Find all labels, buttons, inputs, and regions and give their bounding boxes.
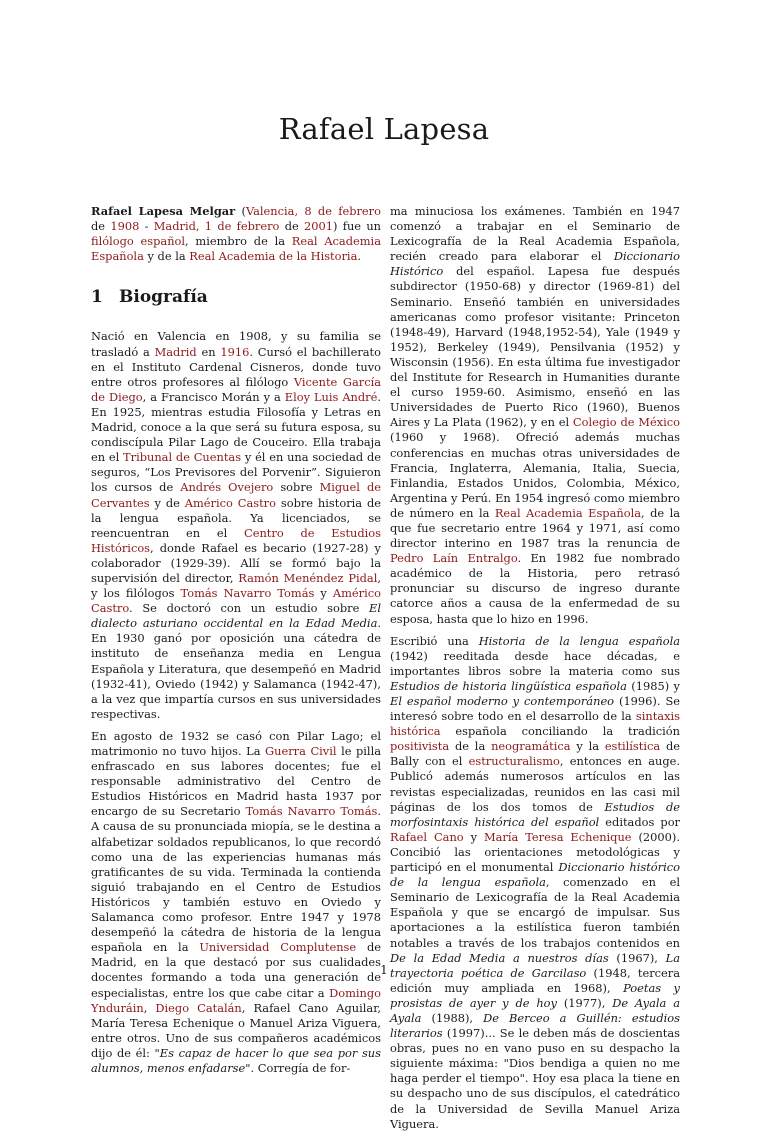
text-run: y de la [143,249,190,264]
text-run: (1997)... Se le deben más de doscientas obras, pues no en vano puso en su despacho la siguiente máxima: "Dios bendiga a quien no me haga perder el tiempo". Hoy esa placa la tiene en su despacho uno de sus discípulos, el catedrático de la Universidad de Sevilla Manuel Ariza Viguera. [390,1026,680,1131]
wiki-link[interactable]: Tomás Navarro Tomás [245,804,378,819]
text-run: y [463,829,484,844]
text-run: ( [235,204,246,218]
bio-paragraph-1 [91,329,381,721]
wiki-link[interactable]: Guerra Civil [265,744,337,758]
wiki-link[interactable]: María Teresa Echenique [483,829,632,844]
text-run: , comenzado en el Seminario de Lexicografía de la Real Academia Española y que se encargó de impulsar. Sus aportaciones a la estilística fueron también notables a través de los trabajos contenidos en [390,875,680,950]
wiki-link[interactable]: Andrés Ovejero [180,480,274,495]
text-run: ". Corregía de for- [245,1060,351,1075]
wiki-link[interactable]: 2001 [304,219,334,234]
wiki-link[interactable]: Pedro Laín Entralgo [390,551,518,566]
text-run: de Madrid, en la que destacó por sus cualidades docentes formando a toda una generación de especialistas, entre los que cabe citar a [91,940,381,1000]
wiki-link[interactable]: estilística [604,739,661,754]
text-run: y de [149,495,185,510]
wiki-link[interactable]: filólogo español [91,234,186,249]
right-column [390,204,680,1139]
italic-text: De la Edad Media a nuestros días [390,950,609,965]
text-run: . En 1925, mientras estudia Filosofía y Letras en Madrid, conoce a la que será su futura esposa, su condiscípula Pilar Lago de Couceiro. Ella trabaja en el [91,389,381,465]
wiki-link[interactable]: Ramón Menéndez Pidal [238,570,378,585]
wiki-link[interactable]: Colegio de México [572,415,680,430]
text-run: . Se doctoró con un estudio sobre [129,601,370,616]
wiki-link[interactable]: sintaxis histórica [390,709,680,739]
text-run: (1988), [421,1010,484,1025]
page-title: Rafael Lapesa [278,112,490,146]
wiki-link[interactable]: estructuralismo [468,754,560,769]
text-run: Nació en Valencia en 1908, y su familia se trasladó a [91,329,381,359]
wiki-link[interactable]: Real Academia Española [494,505,642,520]
text-run: (1942) reeditada desde hace décadas, e importantes libros sobre la materia como sus [390,648,680,678]
text-run: , entonces en auge. Publicó además numerosos artículos en las revistas especializadas, reunidos en las casi mil páginas de los dos tomos de [390,754,680,814]
text-run: . En 1930 ganó por oposición una cátedra de instituto de enseñanza media en Lengua Española y Literatura, que desempeñó en Madrid (1932-41), Oviedo (1942) y Salamanca (1942-47), a la vez que impartía cursos en sus universidades respectivas. [91,616,381,721]
text-run: del español. Lapesa fue después subdirector (1950-68) y director (1969-81) del Seminario. Enseñó también en universidades americanas como profesor visitante: Princeton (1948-49), Harvard (1948,1952-54), Yale (1949 y 1952), Berkeley (1949), Pensilvania (1952) y Wisconsin (1956). En esta última fue investigador del Institute for Research in Humanities durante el curso 1959-60. Asimismo, enseñó en las Universidades de Puerto Rico (1960), Buenos Aires y La Plata (1962), y en el [390,264,680,430]
text-run: (1996). Se interesó sobre todo en el desarrollo de la [390,694,680,724]
wiki-link[interactable]: Américo Castro [184,495,276,510]
wiki-link[interactable]: Rafael Cano [390,829,464,844]
wiki-link[interactable]: Madrid, 1 de febrero [153,219,280,234]
text-run: y la [570,739,605,754]
wiki-link[interactable]: Madrid [154,344,197,359]
wiki-link[interactable]: neogramática [491,739,571,754]
text-run: y él en una sociedad de seguros, “Los Previsores del Porvenir”. Siguieron los cursos de [91,450,381,495]
section-number: 1 [91,287,103,308]
italic-text: Diccionario histórico de la lengua española [390,860,680,890]
text-run: sobre [273,480,320,495]
italic-text: La trayectoria poética de Garcilaso [390,950,680,980]
text-run: de [279,219,305,234]
wiki-link[interactable]: Real Academia de la Historia [189,249,358,264]
bold-text: Rafael Lapesa Melgar [91,204,236,218]
italic-text: Diccionario Histórico [390,249,680,279]
wiki-link[interactable]: 1916 [220,344,250,359]
italic-text: El dialecto asturiano occidental en la Edad Media [91,601,381,631]
intro-paragraph [91,204,381,264]
wiki-link[interactable]: Vicente García de Diego [91,374,382,404]
italic-text: De Berceo a Guillén: estudios literarios [390,1010,680,1041]
left-column [91,204,381,1083]
wiki-link[interactable]: Diego Catalán [155,1000,242,1015]
text-run: ma minuciosa los exámenes. También en 1947 comenzó a trabajar en el Seminario de Lexicografía de la Real Academia Española, recién creado para elaborar el [390,204,680,264]
wiki-link[interactable]: Tomás Navarro Tomás [180,586,315,601]
text-run: , y los filólogos [91,570,381,601]
bio-paragraph-2-continued [390,204,680,627]
text-run: (1948, tercera edición muy ampliada en 1968), [390,965,680,995]
italic-text: Estudios de historia lingüística española [390,678,627,693]
text-run: - [139,219,154,234]
text-run: de [91,219,111,234]
italic-text: Poetas y prosistas de ayer y de hoy [390,980,680,1010]
text-run: Escribió una [390,633,479,648]
text-run: (1960 y 1968). Ofreció además muchas conferencias en muchas otras universidades de Francia, Inglaterra, Alemania, Italia, Suecia, Finlandia, Estados Unidos, Colombia, México, Argentina y Perú. En 1954 ingresó como miembro de número en la [390,430,680,520]
text-run: , Rafael Cano Aguilar, María Teresa Echenique o Manuel Ariza Viguera, entre otros. Uno de sus compañeros académicos dijo de él: " [91,1000,382,1060]
wiki-link[interactable]: 1908 [110,219,140,234]
text-run: . [357,249,361,264]
italic-text: Historia de la lengua española [478,633,681,648]
wiki-link[interactable]: Eloy Luis André [284,389,378,404]
text-run: . Cursó el bachillerato en el Instituto Cardenal Cisneros, donde tuvo entre otros profesores al filólogo [91,344,381,389]
bio-paragraph-3 [390,634,680,1132]
wiki-link[interactable]: Centro de Estudios Históricos [91,525,381,555]
text-run: , donde Rafael es becario (1927-28) y colaborador (1929-39). Allí se formó bajo la supervisión del director, [91,540,381,585]
text-run: , [143,1000,156,1015]
text-run: . A causa de su pronunciada miopía, se le destina a alfabetizar soldados republicanos, lo que recordó como una de las experiencias humanas más gratificantes de su vida. Terminada la contienda siguió trabajando en el Centro de Estudios Históricos y también estuvo en Oviedo y Salamanca como profesor. Entre 1947 y 1978 desempeñó la cátedra de historia de la lengua española en la [91,804,381,955]
text-run: de Bally con el [390,739,680,769]
text-run: (1977), [556,995,613,1010]
wiki-link[interactable]: Miguel de Cervantes [91,480,381,510]
text-run: (1967), [608,950,666,965]
italic-text: De Ayala a Ayala [390,995,680,1025]
italic-text: Estudios de morfosintaxis histórica del español [390,799,680,829]
wiki-link[interactable]: Real Academia Española [91,234,381,264]
text-run: editados por [599,814,680,829]
text-run: en [196,344,221,359]
page-number: 1 [380,963,388,977]
wiki-link[interactable]: Domingo Ynduráin [91,985,381,1015]
text-run: . En 1982 fue nombrado académico de la Historia, pero retrasó pronunciar su discurso de ingreso durante catorce años a causa de la enfermedad de su esposa, hasta que lo hizo en 1996. [390,551,680,626]
wiki-link[interactable]: positivista [390,739,450,754]
wiki-link[interactable]: Américo Castro [91,586,381,616]
wiki-link[interactable]: Universidad Complutense [199,940,357,955]
text-run: , de la que fue secretario entre 1964 y 1971, así como director interino en 1987 tras la renuncia de [390,505,681,551]
text-run: española conciliando la tradición [440,724,680,739]
section-title: Biografía [119,287,208,308]
text-run: le pilla enfrascado en sus labores docentes; fue el responsable administrativo del Centro de Estudios Históricos en Madrid hasta 1937 por encargo de su Secretario [91,744,382,819]
italic-text: Es capaz de hacer lo que sea por sus alumnos, menos enfadarse [91,1045,381,1075]
text-run: , miembro de la [185,234,292,249]
wiki-link[interactable]: Valencia, 8 de febrero [245,204,381,218]
text-run: En agosto de 1932 se casó con Pilar Lago; el matrimonio no tuvo hijos. La [91,728,381,758]
wiki-link[interactable]: Tribunal de Cuentas [123,450,242,465]
text-run: de la [449,739,492,754]
text-run: (1985) y [626,678,680,693]
text-run: ) fue un [333,219,382,234]
text-run: (2000). Concibió las orientaciones metodológicas y participó en el monumental [390,829,680,875]
text-run: , a Francisco Morán y a [142,389,285,404]
text-run: sobre historia de la lengua española. Ya licenciados, se reencuentran en el [91,495,381,540]
italic-text: El español moderno y contemporáneo [390,694,615,708]
section-heading [91,287,381,308]
text-run: y [314,586,333,601]
